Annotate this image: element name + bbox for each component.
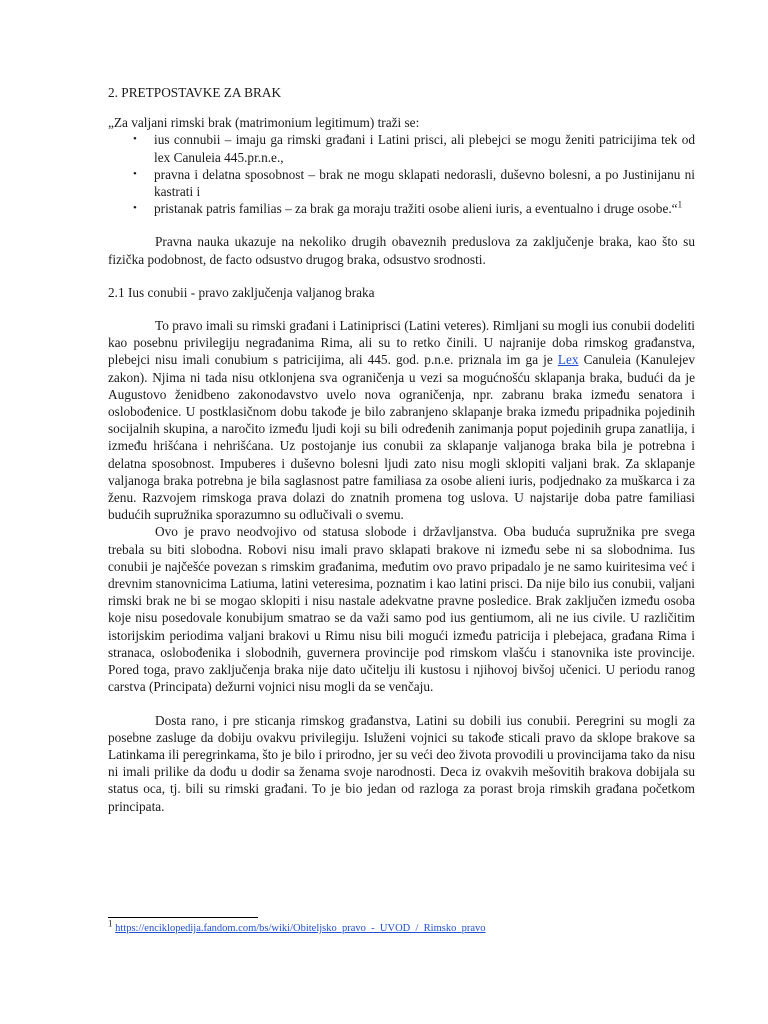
paragraph: Pravna nauka ukazuje na nekoliko drugih obaveznih preduslova za zaključenje braka, kao što su fizička podobnost, de facto odsustvo drugog braka, odsustvo srodnosti. <box>108 234 695 267</box>
footnote-divider <box>108 917 258 918</box>
lex-link[interactable]: Lex <box>557 352 579 368</box>
subsection-heading: 2.1 Ius conubii - pravo zaključenja valjanog braka <box>108 284 375 300</box>
list-item: • ius connubii – imaju ga rimski građani i Latini prisci, ali plebejci se mogu ženiti patricijima tek od lex Canuleia 445.pr.n.e., <box>154 131 695 165</box>
paragraph-text: To pravo imali su rimski građani i Latinipriscі (Latini veteres). Rimljani su mogli ius conubii dodeliti kao posebnu privilegiju negrađanima Rima, ali su to retko činili. U najranije doba rimskog građanstva, plebejci nisu imali conubium s patricijima, ali 445. god. p.n.e. priznala im ga je <box>108 318 695 368</box>
document-body <box>108 84 695 815</box>
footnote-link[interactable]: https://enciklopedija.fandom.com/bs/wiki/Obiteljsko_pravo_-_UVOD_/_Rimsko_pravo <box>115 923 486 934</box>
list-item <box>154 200 695 217</box>
paragraph-text: Canuleia (Kanulejev zakon). Njima ni tada nisu otklonjena sva ograničenja u vezi sa mogućnošću sklapanja braka, budući da je Augustovo ženidbeno zakonodavstvo uvelo nova ograničenja, npr. zabranu braka između senatora i oslobođenice. U postklasičnom dobu takođe je bilo zabranjeno sklapanje braka između pripadnika pojedinih socijalnih skupina, a naročito između ljudi koji su bili određenih zanimanja poput pojedinih grupa zanatlija, i između hrišćana i nehrišćana. Uz postojanje ius conubii za sklapanje valjanoga braka bila je potrebna i delatna sposobnost. Impuberes i duševno bolesni ljudi zato nisu mogli sklopiti valjani brak. Za sklapanje valjanoga braka potrebna je bila saglasnost patre familiasa za osobe alieni iuris, podjednako za muškarca i za ženu. Razvojem rimskoga prava dolazi do znatnih promena tog uslova. U najstarije doba patre familiasi budućih supružnika sporazumno su odlučivali o svemu. <box>108 352 695 523</box>
paragraph: Dosta rano, i pre sticanja rimskog građanstva, Latini su dobili ius conubii. Peregrini su mogli za posebne zasluge da dobiju ovakvu privilegiju. Isluženi vojnici su takođe sticali pravo da sklope brakove sa Latinkama ili peregrinkama, što je bilo i prirodno, jer su veći deo života provodili u provincijama tako da nisu ni imali prilike da dođu u dodir sa ženama svoje narodnosti. Deca iz ovakvih mešovitih brakova dobijala su status oca, tj. bili su rimski građani. To je bio jedan od razloga za porast broja rimskih građana početkom principata. <box>108 712 695 814</box>
paragraph: Ovo je pravo neodvojivo od statusa slobode i državljanstva. Oba buduća supružnika pre svega trebala su biti slobodna. Robovi nisu imali pravo sklapati brakove ni između sebe ni sa slobodnima. Ius conubii je najčešće povezan s rimskim građanima, međutim ovo pravo pripadalo je ne samo kuiritesima već i drevnim stanovnicima Latiuma, latini veteresima, poznatim i kao latini prisci. Da nije bilo ius conubii, valjani rimski brak ne bi se mogao sklopiti i nisu nastale adekvatne pravne posledice. Brak zaključen između osoba koje nisu posedovale konubijum smatrao se da važi samo pod ius gentiumom, ali ne ius civile. U različitim istorijskim periodima valjani brakovi u Rimu nisu bili mogući između patricija i plebejaca, građana Rima i stranaca, oslobođenika i slobodnih, guvernera provincije pod rimskom vlašću i stanovnika iste provincije. Pored toga, pravo zaključenja braka nije dato učitelju ili kustosu i njihovoj bivšoj učenici. U periodu ranog carstva (Principata) dežurni vojnici nisu mogli da se venčaju. <box>108 524 695 695</box>
list-item-text: pristanak patris familias – za brak ga moraju tražiti osobe alieni iuris, a eventualno i druge osobe.“ <box>154 201 678 217</box>
requirements-list <box>108 131 695 217</box>
section-heading: 2. PRETPOSTAVKE ZA BRAK <box>108 85 282 100</box>
paragraph <box>108 317 695 523</box>
section-intro: „Za valjani rimski brak (matrimonium legitimum) traži se: <box>108 115 420 131</box>
footnote-reference: 1 <box>677 199 683 210</box>
footnote-mark: 1 <box>108 918 113 929</box>
list-item: • pravna i delatna sposobnost – brak ne mogu sklapati nedorasli, duševno bolesni, a po Justinijanu ni kastrati i <box>154 166 695 200</box>
footnote <box>108 918 695 935</box>
